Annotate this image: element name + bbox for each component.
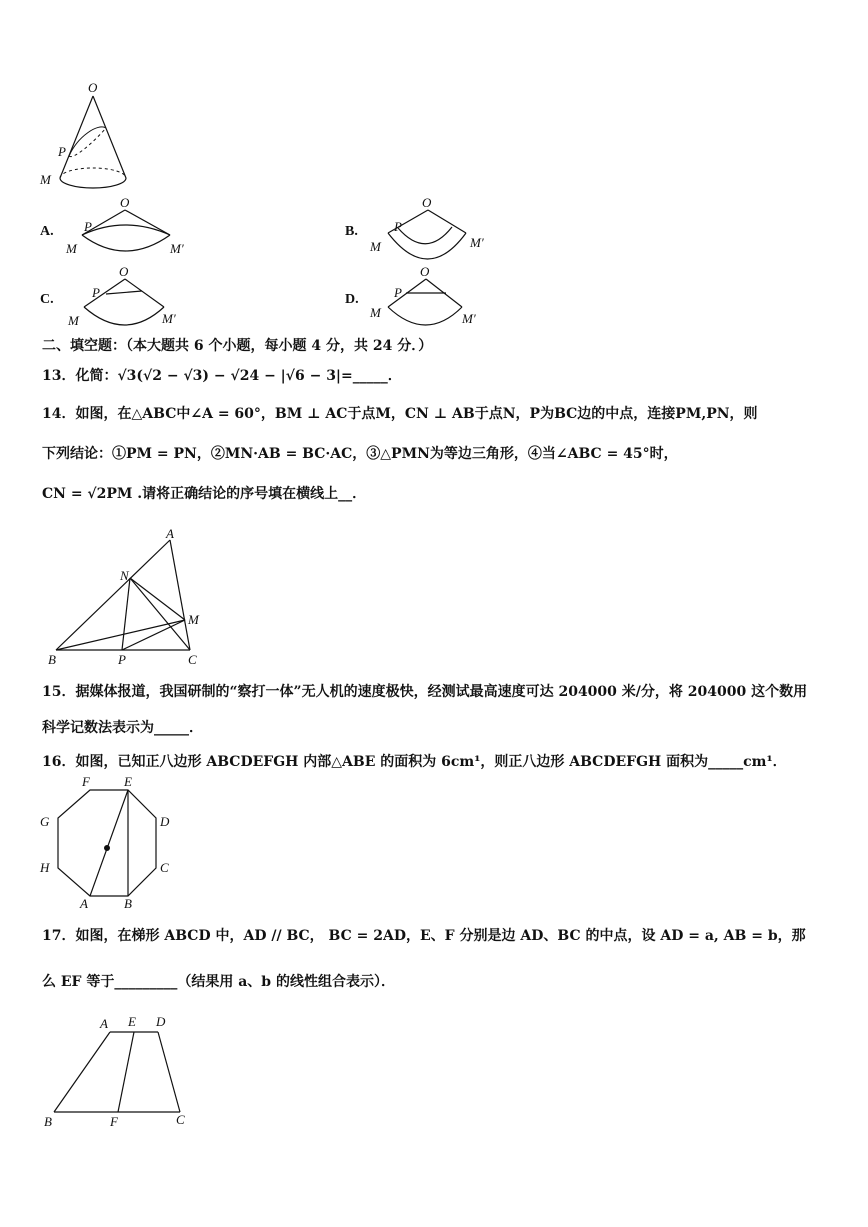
svg-text:C: C bbox=[160, 860, 169, 875]
cone-label-m: M bbox=[40, 172, 51, 187]
q15-line2: 科学记数法表示为_____． bbox=[42, 720, 203, 736]
svg-text:D: D bbox=[156, 1014, 166, 1029]
svg-text:M′: M′ bbox=[170, 241, 184, 256]
svg-text:P: P bbox=[394, 285, 402, 300]
q17-trapezoid-figure bbox=[40, 1012, 200, 1132]
svg-text:P: P bbox=[84, 219, 92, 234]
svg-text:O: O bbox=[120, 195, 130, 210]
q14-line3: CN = √2PM .请将正确结论的序号填在横线上__． bbox=[42, 486, 367, 502]
svg-text:B: B bbox=[48, 652, 56, 667]
svg-text:E: E bbox=[128, 1014, 136, 1029]
option-c-letter: C. bbox=[40, 292, 54, 307]
option-c-figure bbox=[62, 263, 192, 333]
svg-text:G: G bbox=[40, 814, 50, 829]
svg-text:A: A bbox=[100, 1016, 108, 1031]
q17-line1: 17．如图，在梯形 ABCD 中，AD // BC， BC = 2AD，E、F 分别是边 AD、BC 的中点，设 AD = a, AB = b，那 bbox=[42, 928, 806, 944]
cone-label-o: O bbox=[88, 80, 98, 95]
svg-text:M: M bbox=[370, 305, 381, 320]
cone-label-p: P bbox=[58, 144, 66, 159]
svg-text:C: C bbox=[176, 1112, 185, 1127]
option-d-letter: D. bbox=[345, 292, 359, 307]
svg-text:O: O bbox=[422, 195, 432, 210]
cone-figure bbox=[38, 78, 138, 193]
svg-text:O: O bbox=[420, 264, 430, 279]
svg-text:O: O bbox=[119, 264, 129, 279]
option-a-figure bbox=[62, 195, 192, 260]
svg-text:M′: M′ bbox=[470, 235, 484, 250]
svg-text:M: M bbox=[370, 239, 381, 254]
svg-text:N: N bbox=[120, 568, 129, 583]
section-title: 二、填空题：（本大题共 6 个小题，每小题 4 分，共 24 分．） bbox=[42, 338, 433, 354]
svg-text:D: D bbox=[160, 814, 170, 829]
svg-text:M′: M′ bbox=[462, 311, 476, 326]
q14-line1: 14．如图，在△ABC中∠A = 60°，BM ⊥ AC于点M，CN ⊥ AB于点N，P为BC边的中点，连接PM,PN，则 bbox=[42, 406, 758, 422]
svg-text:M′: M′ bbox=[162, 311, 176, 326]
svg-text:A: A bbox=[80, 896, 88, 911]
svg-text:B: B bbox=[44, 1114, 52, 1129]
svg-text:A: A bbox=[166, 526, 174, 541]
option-b-letter: B. bbox=[345, 224, 358, 239]
svg-text:M: M bbox=[68, 313, 79, 328]
q14-triangle-figure bbox=[42, 526, 212, 671]
svg-text:B: B bbox=[124, 896, 132, 911]
option-b-figure bbox=[366, 195, 496, 267]
q15-line1: 15．据媒体报道，我国研制的“察打一体”无人机的速度极快，经测试最高速度可达 204000 米/分，将 204000 这个数用 bbox=[42, 684, 808, 700]
svg-text:P: P bbox=[118, 652, 126, 667]
q17-line2: 么 EF 等于_________（结果用 a、b 的线性组合表示）． bbox=[42, 974, 395, 990]
svg-text:H: H bbox=[40, 860, 50, 875]
q13-text: 13．化简：√3(√2 − √3) − √24 − |√6 − 3|=_____． bbox=[42, 368, 402, 384]
svg-text:P: P bbox=[92, 285, 100, 300]
svg-text:F: F bbox=[82, 774, 90, 789]
svg-text:M: M bbox=[188, 612, 199, 627]
option-d-figure bbox=[366, 263, 496, 333]
svg-text:P: P bbox=[394, 219, 402, 234]
svg-text:C: C bbox=[188, 652, 197, 667]
svg-text:F: F bbox=[110, 1114, 118, 1129]
q16-octagon-figure bbox=[38, 774, 178, 912]
svg-text:E: E bbox=[124, 774, 132, 789]
svg-text:M: M bbox=[66, 241, 77, 256]
q14-line2: 下列结论：①PM = PN，②MN·AB = BC·AC，③△PMN为等边三角形，④当∠ABC = 45°时， bbox=[42, 446, 678, 462]
q16-line1: 16．如图，已知正八边形 ABCDEFGH 内部△ABE 的面积为 6cm¹，则正八边形 ABCDEFGH 面积为_____cm¹． bbox=[42, 754, 787, 770]
option-a-letter: A. bbox=[40, 224, 54, 239]
